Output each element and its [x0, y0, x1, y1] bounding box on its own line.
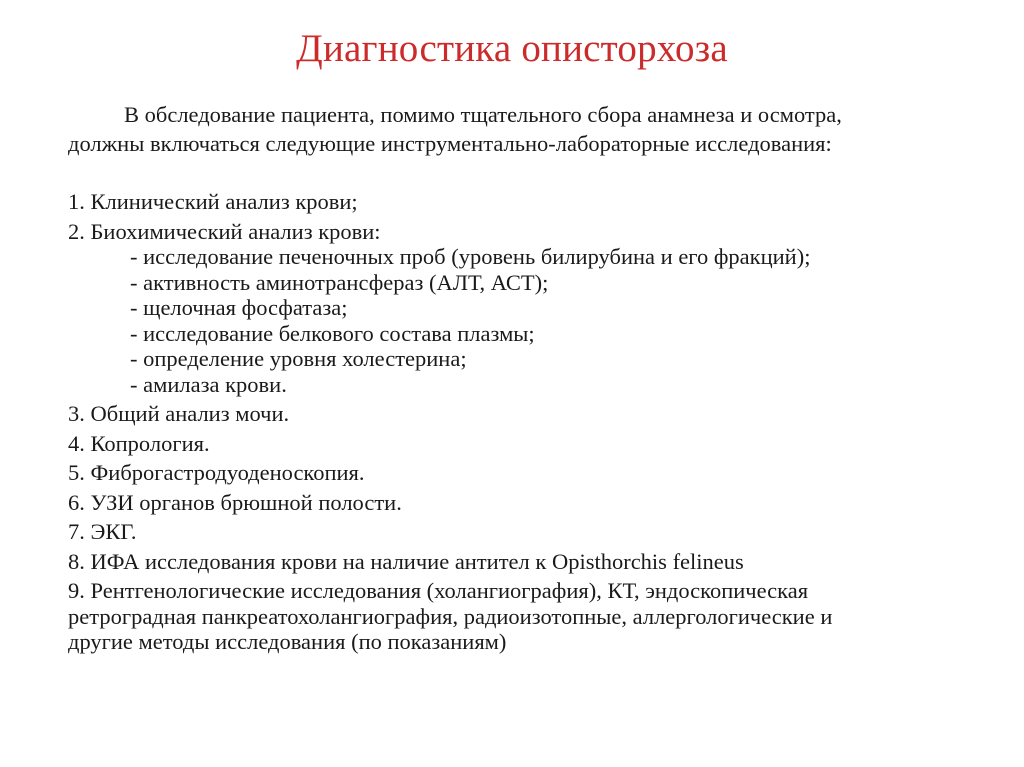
list-item: 3. Общий анализ мочи.: [68, 401, 290, 426]
intro-line: В обследование пациента, помимо тщательного сбора анамнеза и осмотра,: [124, 102, 842, 127]
list-item-continuation: ретроградная панкреатохолангиография, радиоизотопные, аллергологические и: [68, 603, 833, 629]
intro-line: должны включаться следующие инструментально-лабораторные исследования:: [68, 131, 832, 156]
sub-list-item: - определение уровня холестерина;: [130, 346, 467, 371]
list-item: 2. Биохимический анализ крови:: [68, 218, 381, 244]
sub-list-item: - щелочная фосфатаза;: [130, 295, 348, 320]
intro-paragraph: [68, 100, 968, 158]
sub-list-item: - амилаза крови.: [130, 371, 287, 397]
list-item: 8. ИФА исследования крови на наличие антител к Opisthorchis felineus: [68, 548, 744, 574]
sub-list-item: - активность аминотрансфераз (АЛТ, АСТ);: [130, 269, 549, 295]
list-item: 4. Копрология.: [68, 430, 210, 456]
sub-list-item: - исследование печеночных проб (уровень билирубина и его фракций);: [130, 244, 811, 269]
list-item: 9. Рентгенологические исследования (холангиография), КТ, эндоскопическая: [68, 578, 809, 603]
list-item: 5. Фиброгастродуоденоскопия.: [68, 460, 365, 485]
list-item: 6. УЗИ органов брюшной полости.: [68, 489, 402, 515]
slide-title: Диагностика описторхоза: [296, 27, 728, 70]
list-item-continuation: другие методы исследования (по показаниям): [68, 629, 507, 654]
list-item: 1. Клинический анализ крови;: [68, 189, 358, 214]
diagnostics-list: [68, 189, 968, 655]
sub-list-item: - исследование белкового состава плазмы;: [130, 320, 535, 346]
list-item: 7. ЭКГ.: [68, 519, 137, 544]
